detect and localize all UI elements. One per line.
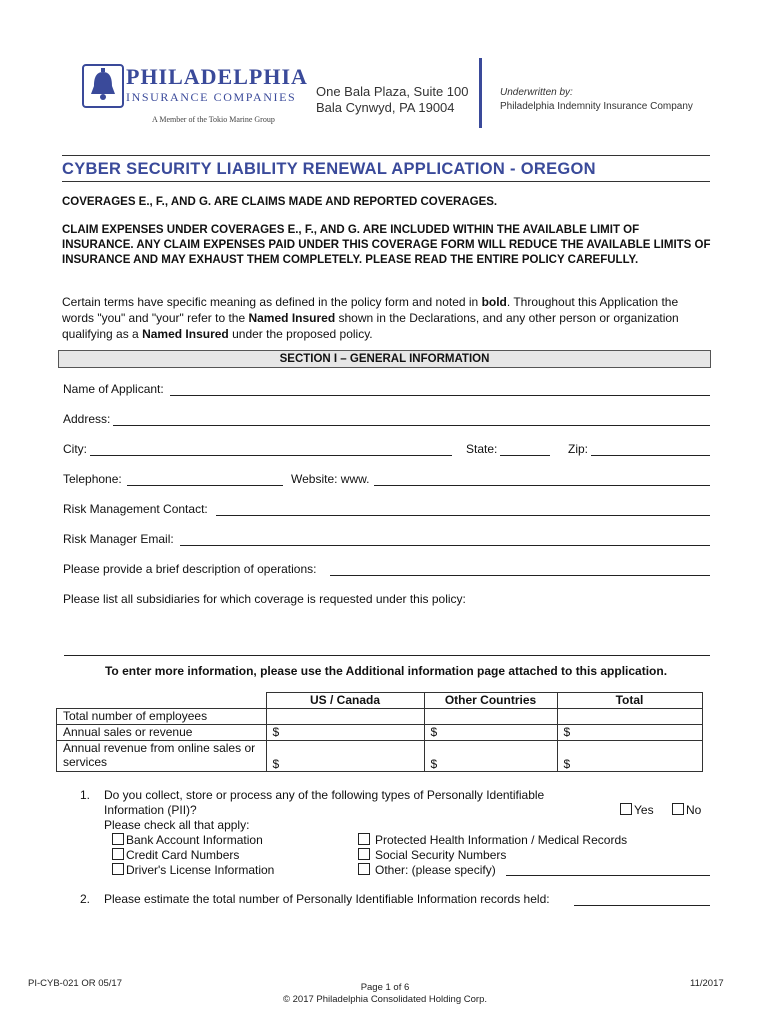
yes-label: Yes — [634, 803, 654, 817]
title-rule-bottom — [62, 181, 710, 182]
cell-input[interactable]: $ — [557, 725, 702, 741]
intro-text: shown in the Declarations, and any other person or organization qualifying as a — [62, 311, 679, 341]
revenue-table — [56, 692, 703, 772]
pii-option[interactable] — [112, 833, 274, 848]
pii-option[interactable] — [358, 848, 627, 863]
zip-label: Zip: — [568, 442, 589, 456]
cell-input[interactable]: $ — [266, 725, 424, 741]
q1-text-line: Do you collect, store or process any of the following types of Personally Identifiable — [104, 788, 545, 802]
form-date: 11/2017 — [690, 978, 724, 989]
cell-input[interactable]: $ — [557, 741, 702, 772]
underwriter-name: Philadelphia Indemnity Insurance Company — [500, 101, 693, 112]
intro-paragraph — [62, 294, 712, 342]
subsidiaries-field[interactable] — [64, 655, 710, 656]
pii-options-left — [112, 833, 274, 878]
company-address — [316, 84, 469, 116]
q2-text: Please estimate the total number of Personally Identifiable Information records held: — [104, 892, 550, 906]
risk-contact-label: Risk Management Contact: — [63, 502, 208, 516]
company-name: PHILADELPHIA — [126, 64, 308, 89]
row-label: Total number of employees — [57, 709, 267, 725]
pii-checkbox[interactable] — [358, 833, 370, 845]
website-label: Website: www. — [291, 472, 370, 486]
zip-field[interactable] — [591, 455, 710, 456]
intro-text: under the proposed policy. — [228, 327, 373, 341]
website-field[interactable] — [374, 485, 710, 486]
pii-checkbox[interactable] — [112, 848, 124, 860]
state-label: State: — [466, 442, 498, 456]
table-corner — [57, 693, 267, 709]
operations-field[interactable] — [330, 575, 710, 576]
other-specify-field[interactable] — [506, 875, 710, 876]
subsidiaries-label: Please list all subsidiaries for which coverage is requested under this policy: — [63, 592, 466, 606]
pii-option-label: Driver's License Information — [126, 863, 275, 877]
no-checkbox[interactable] — [672, 803, 684, 815]
pii-option[interactable] — [112, 848, 274, 863]
intro-bold: Named Insured — [248, 311, 336, 325]
page-number: Page 1 of 6 — [360, 982, 410, 993]
liberty-bell-logo-icon — [82, 64, 124, 108]
risk-contact-field[interactable] — [216, 515, 710, 516]
header-divider — [479, 58, 482, 128]
address-label: Address: — [63, 412, 111, 426]
q1-text — [104, 788, 544, 833]
pii-checkbox[interactable] — [112, 863, 124, 875]
pii-records-field[interactable] — [574, 905, 710, 906]
row-label: Annual sales or revenue — [57, 725, 267, 741]
pii-checkbox[interactable] — [112, 833, 124, 845]
form-id: PI-CYB-021 OR 05/17 — [28, 978, 122, 989]
section-1-header: SECTION I – GENERAL INFORMATION — [58, 350, 711, 368]
pii-option-label: Social Security Numbers — [375, 848, 507, 862]
q1-yes-option[interactable] — [620, 803, 654, 817]
col-total: Total — [557, 693, 702, 709]
pii-option[interactable] — [358, 833, 627, 848]
pii-checkbox[interactable] — [358, 863, 370, 875]
operations-label: Please provide a brief description of operations: — [63, 562, 317, 576]
q1-number: 1. — [80, 788, 91, 802]
q2-number: 2. — [80, 892, 91, 906]
applicant-field[interactable] — [170, 395, 710, 396]
cell-input[interactable]: $ — [424, 725, 557, 741]
row-label: Annual revenue from online sales or services — [57, 741, 267, 772]
pii-checkbox[interactable] — [358, 848, 370, 860]
notice-claims-made: COVERAGES E., F., AND G. ARE CLAIMS MADE AND REPORTED COVERAGES. — [62, 196, 498, 208]
address-field[interactable] — [113, 425, 710, 426]
table-header-row — [57, 693, 703, 709]
pii-option[interactable] — [112, 863, 274, 878]
col-us-canada: US / Canada — [266, 693, 424, 709]
underwritten-label: Underwritten by: — [500, 87, 573, 98]
q1-no-option[interactable] — [672, 803, 701, 817]
col-other-countries: Other Countries — [424, 693, 557, 709]
cell-input[interactable]: $ — [266, 741, 424, 772]
cell-input[interactable]: $ — [424, 741, 557, 772]
risk-email-field[interactable] — [180, 545, 710, 546]
no-label: No — [686, 803, 702, 817]
cell-input[interactable] — [557, 709, 702, 725]
intro-bold: Named Insured — [142, 327, 229, 341]
title-rule-top — [62, 155, 710, 156]
company-tagline: A Member of the Tokio Marine Group — [152, 115, 275, 124]
telephone-label: Telephone: — [63, 472, 122, 486]
intro-bold: bold — [481, 295, 507, 309]
intro-text: Certain terms have specific meaning as defined in the policy form and noted in — [62, 295, 482, 309]
copyright: © 2017 Philadelphia Consolidated Holding Corp. — [283, 994, 487, 1005]
table-row — [57, 709, 703, 725]
underwriter-block — [500, 86, 693, 114]
pii-option-label: Bank Account Information — [126, 833, 263, 847]
q1-check-all: Please check all that apply: — [104, 818, 250, 832]
table-row — [57, 741, 703, 772]
company-subtitle: INSURANCE COMPANIES — [126, 90, 297, 104]
notice-claim-expenses: CLAIM EXPENSES UNDER COVERAGES E., F., AND G. ARE INCLUDED WITHIN THE AVAILABLE LIMIT OF INSURANCE. ANY CLAIM EXPENSES PAID UNDER THIS COVERAGE FORM WILL REDUCE THE AVAILABLE LIMITS OF INSURANCE AND MAY EXHAUST THEM COMPLETELY. PLEASE READ THE ENTIRE POLICY CAREFULLY. — [62, 224, 711, 266]
q1-text-line: Information (PII)? — [104, 803, 197, 817]
city-label: City: — [63, 442, 87, 456]
cell-input[interactable] — [266, 709, 424, 725]
intro-text: . Throughout this Application the words "you" and "your" refer to the — [62, 295, 679, 325]
pii-options-right — [358, 833, 627, 878]
telephone-field[interactable] — [127, 485, 283, 486]
address-line-2: Bala Cynwyd, PA 19004 — [316, 100, 455, 115]
risk-email-label: Risk Manager Email: — [63, 532, 174, 546]
yes-checkbox[interactable] — [620, 803, 632, 815]
state-field[interactable] — [500, 455, 550, 456]
cell-input[interactable] — [424, 709, 557, 725]
pii-option-label: Credit Card Numbers — [126, 848, 240, 862]
pii-option-label: Other: (please specify) — [375, 863, 496, 877]
city-field[interactable] — [90, 455, 452, 456]
pii-option-label: Protected Health Information / Medical Records — [375, 833, 628, 847]
applicant-label: Name of Applicant: — [63, 382, 164, 396]
table-row — [57, 725, 703, 741]
page-title: CYBER SECURITY LIABILITY RENEWAL APPLICATION - OREGON — [62, 160, 596, 178]
address-line-1: One Bala Plaza, Suite 100 — [316, 84, 469, 99]
more-info-note: To enter more information, please use the Additional information page attached to this application. — [104, 664, 668, 678]
